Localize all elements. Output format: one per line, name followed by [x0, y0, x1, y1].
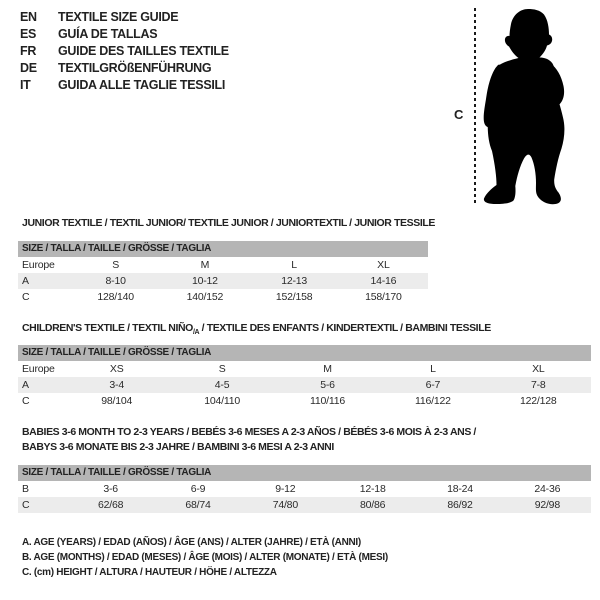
- size-figure: [452, 0, 600, 215]
- size-cell: S: [112, 259, 120, 271]
- table-row: [18, 257, 428, 273]
- row-label: A: [22, 275, 29, 287]
- size-cell: XL: [377, 259, 390, 271]
- footnote-age-months: B. AGE (MONTHS) / EDAD (MESES) / ÂGE (MOIS) / ALTER (MONATE) / ETÀ (MESI): [22, 552, 388, 563]
- lang-label: GUIDA ALLE TAGLIE TESSILI: [58, 78, 226, 92]
- lang-code: FR: [20, 44, 37, 58]
- babies-table-title-line1: BABIES 3-6 MONTH TO 2-3 YEARS / BEBÉS 3-6 MESES A 2-3 AÑOS / BÉBÉS 3-6 MOIS À 2-3 ANS /: [22, 426, 476, 438]
- height-cell: 92/98: [534, 499, 560, 511]
- title-subscript: /A: [192, 329, 200, 337]
- lang-code: DE: [20, 61, 37, 75]
- lang-code: IT: [20, 78, 31, 92]
- age-cell: 4-5: [214, 379, 230, 391]
- row-label: Europe: [22, 363, 55, 375]
- lang-label: TEXTILGRÖßENFÜHRUNG: [58, 61, 212, 75]
- age-cell: 6-9: [190, 483, 206, 495]
- list-item: [20, 60, 229, 77]
- table-row: [18, 393, 591, 409]
- age-cell: 6-7: [425, 379, 441, 391]
- height-measure-line: [474, 8, 476, 205]
- babies-table-title-line2: BABYS 3-6 MONATE BIS 2-3 JAHRE / BAMBINI 3-6 MESI A 2-3 ANNI: [22, 441, 334, 453]
- height-cell: 86/92: [447, 499, 473, 511]
- size-header-bar: SIZE / TALLA / TAILLE / GRÖSSE / TAGLIA: [18, 465, 591, 481]
- table-row: [18, 377, 591, 393]
- row-label: C: [22, 499, 30, 511]
- age-cell: 24-36: [534, 483, 561, 495]
- age-cell: 14-16: [370, 275, 397, 287]
- row-label: C: [22, 291, 30, 303]
- height-cell: 110/116: [309, 395, 345, 407]
- height-cell: 80/86: [360, 499, 386, 511]
- row-label: B: [22, 483, 29, 495]
- age-cell: 8-10: [105, 275, 126, 287]
- age-cell: 10-12: [191, 275, 218, 287]
- height-cell: 140/152: [186, 291, 224, 303]
- table-row: [18, 497, 591, 513]
- lang-label: GUÍA DE TALLAS: [58, 27, 158, 41]
- table-row: [18, 289, 428, 305]
- title-text: CHILDREN'S TEXTILE / TEXTIL NIÑO: [22, 322, 193, 334]
- size-cell: L: [291, 259, 297, 271]
- lang-code: ES: [20, 27, 37, 41]
- language-list: [20, 9, 229, 94]
- age-cell: 12-18: [359, 483, 386, 495]
- age-cell: 3-6: [103, 483, 118, 495]
- babies-table: [18, 465, 591, 513]
- lang-code: EN: [20, 10, 37, 24]
- table-row: [18, 481, 591, 497]
- table-row: [18, 361, 591, 377]
- lang-label: TEXTILE SIZE GUIDE: [58, 10, 179, 24]
- height-cell: 104/110: [204, 395, 240, 407]
- row-label: Europe: [22, 259, 55, 271]
- size-cell: S: [218, 363, 226, 375]
- height-cell: 122/128: [520, 395, 557, 407]
- age-cell: 7-8: [531, 379, 546, 391]
- size-cell: M: [200, 259, 210, 271]
- age-cell: 12-13: [281, 275, 308, 287]
- height-cell: 128/140: [97, 291, 134, 303]
- title-text: / TEXTILE DES ENFANTS / KINDERTEXTIL / BAMBINI TESSILE: [199, 322, 491, 334]
- list-item: [20, 77, 229, 94]
- list-item: [20, 26, 229, 43]
- age-cell: 3-4: [109, 379, 124, 391]
- baby-silhouette-icon: [480, 0, 600, 215]
- lang-label: GUIDE DES TAILLES TEXTILE: [58, 44, 229, 58]
- height-cell: 158/170: [365, 291, 402, 303]
- row-label: C: [22, 395, 30, 407]
- height-cell: 98/104: [101, 395, 133, 407]
- size-header-bar: SIZE / TALLA / TAILLE / GRÖSSE / TAGLIA: [18, 345, 591, 361]
- age-cell: 18-24: [447, 483, 473, 495]
- list-item: [20, 9, 229, 26]
- age-cell: 9-12: [275, 483, 296, 495]
- height-cell: 62/68: [98, 499, 124, 511]
- size-header-bar: SIZE / TALLA / TAILLE / GRÖSSE / TAGLIA: [18, 241, 428, 257]
- height-cell: 68/74: [185, 499, 211, 511]
- children-table: [18, 345, 591, 409]
- table-row: [18, 273, 428, 289]
- footnote-height: C. (cm) HEIGHT / ALTURA / HAUTEUR / HÖHE / ALTEZZA: [22, 567, 277, 578]
- size-cell: XS: [109, 363, 124, 375]
- row-label: A: [22, 379, 29, 391]
- size-cell: L: [430, 363, 436, 375]
- list-item: [20, 43, 229, 60]
- height-cell: 116/122: [415, 395, 451, 407]
- height-cell: 74/80: [272, 499, 298, 511]
- junior-table: [18, 241, 428, 305]
- height-cell: 152/158: [275, 291, 313, 303]
- size-cell: M: [323, 363, 332, 375]
- junior-table-title: JUNIOR TEXTILE / TEXTIL JUNIOR/ TEXTILE JUNIOR / JUNIORTEXTIL / JUNIOR TESSILE: [22, 217, 435, 229]
- height-measure-label: C: [454, 107, 464, 122]
- age-cell: 5-6: [320, 379, 335, 391]
- footnote-age-years: A. AGE (YEARS) / EDAD (AÑOS) / ÂGE (ANS) / ALTER (JAHRE) / ETÀ (ANNI): [22, 537, 361, 548]
- children-table-title: [22, 322, 491, 336]
- size-cell: XL: [532, 363, 545, 375]
